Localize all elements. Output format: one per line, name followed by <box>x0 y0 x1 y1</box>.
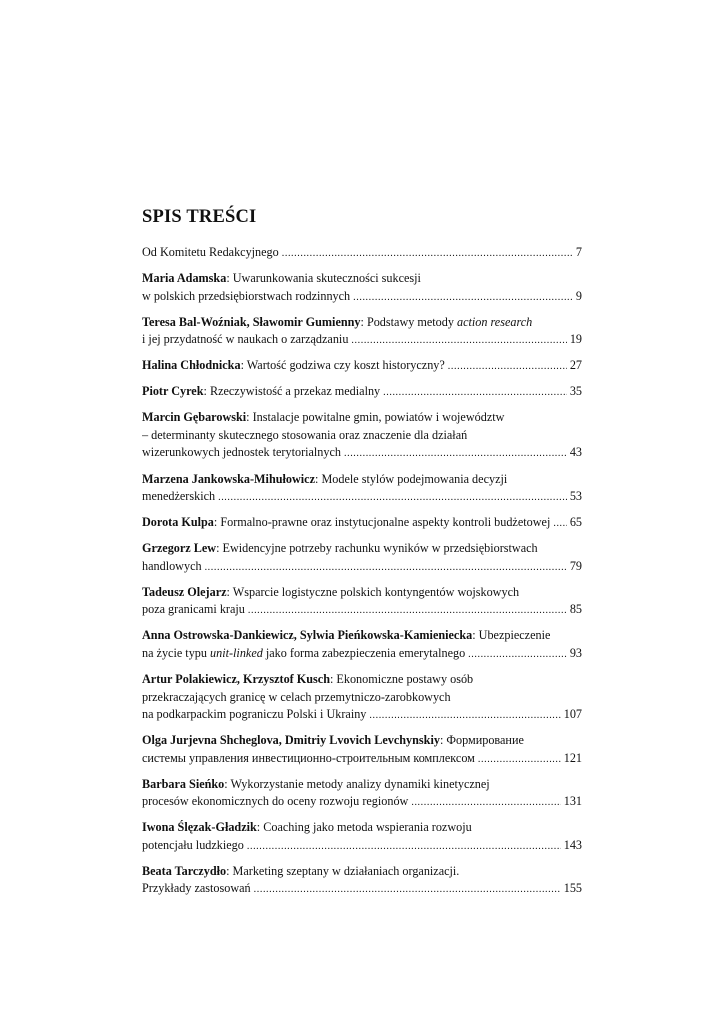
toc-entry <box>142 540 582 576</box>
toc-title-wrap <box>142 357 445 375</box>
toc-page-number: 107 <box>563 707 582 722</box>
toc-title-text: Marketing szeptany w działaniach organizacji. <box>232 863 460 878</box>
toc-entry-line <box>142 819 582 837</box>
toc-page-number: 19 <box>569 332 582 347</box>
toc-page-number: 85 <box>569 602 582 617</box>
toc-page-number: 9 <box>575 288 582 303</box>
toc-author: Tadeusz Olejarz <box>142 584 227 599</box>
toc-entry <box>142 409 582 463</box>
toc-page-number: 7 <box>575 245 582 259</box>
toc-dot-leader <box>353 289 573 307</box>
toc-title-text: poza granicami kraju <box>142 602 245 617</box>
toc-title-wrap <box>142 558 202 576</box>
toc-separator: : <box>439 733 447 748</box>
toc-entry <box>142 383 582 402</box>
toc-page-number: 27 <box>569 358 582 373</box>
toc-entry-last-line <box>142 488 582 507</box>
toc-entry-last-line <box>142 514 582 533</box>
toc-dot-leader <box>553 515 566 533</box>
toc-title-wrap <box>142 383 380 401</box>
toc-title-wrap <box>142 601 245 619</box>
toc-title-text: handlowych <box>142 558 202 573</box>
toc-title-text: wizerunkowych jednostek terytorialnych <box>142 445 341 460</box>
toc-dot-leader <box>248 602 567 620</box>
toc-separator: : <box>213 515 221 530</box>
toc-page-number: 65 <box>569 515 582 530</box>
toc-title-wrap <box>142 880 251 898</box>
toc-page-number: 43 <box>569 445 582 460</box>
toc-title-text: Wartość godziwa czy koszt historyczny? <box>246 358 445 373</box>
toc-title-text: Ekonomiczne postawy osób <box>336 672 474 687</box>
toc-separator: : <box>226 584 233 599</box>
toc-author: Olga Jurjevna Shcheglova, Dmitriy Lvovich Levchynskiy <box>142 733 440 748</box>
toc-dot-leader <box>383 384 567 402</box>
toc-title-text: Przykłady zastosowań <box>142 881 251 896</box>
toc-entry-last-line <box>142 558 582 577</box>
toc-author: Halina Chłodnicka <box>142 358 241 373</box>
toc-entry-line <box>142 776 582 794</box>
toc-separator: : <box>256 820 264 835</box>
toc-entry-last-line <box>142 601 582 620</box>
toc-title-text: jako forma zabezpieczenia emerytalnego <box>262 645 466 660</box>
toc-entry-line <box>142 584 582 602</box>
toc-page-number: 53 <box>569 489 582 504</box>
toc-title-text: i jej przydatność w naukach o zarządzaniu <box>142 332 349 347</box>
toc-title-wrap <box>142 488 215 506</box>
toc-title-text: Ubezpieczenie <box>478 628 551 643</box>
toc-separator: : <box>246 410 253 425</box>
toc-title-text: Ewidencyjne potrzeby rachunku wyników w przedsiębiorstwach <box>222 541 538 556</box>
toc-title-text: Modele stylów podejmowania decyzji <box>321 471 508 486</box>
toc-author: Anna Ostrowska-Dankiewicz, Sylwia Pieńkowska-Kamieniecka <box>142 628 473 643</box>
toc-dot-leader <box>218 489 567 507</box>
toc-entry-last-line <box>142 357 582 376</box>
toc-title-text: Wykorzystanie metody analizy dynamiki kinetycznej <box>230 776 490 791</box>
toc-title-text: Od Komitetu Redakcyjnego <box>142 245 279 259</box>
toc-entry <box>142 270 582 306</box>
toc-page-number: 131 <box>563 794 582 809</box>
toc-dot-leader <box>344 445 567 463</box>
toc-dot-leader <box>247 838 561 856</box>
toc-title-italic: unit-linked <box>210 645 263 660</box>
toc-title-wrap <box>142 514 550 532</box>
toc-entry-line <box>142 471 582 489</box>
toc-title-text: na życie typu <box>142 645 211 660</box>
toc-entry-last-line <box>142 793 582 812</box>
toc-separator: : <box>226 271 233 286</box>
toc-entry <box>142 776 582 812</box>
toc-page-number: 79 <box>569 558 582 573</box>
toc-title-text: procesów ekonomicznych do oceny rozwoju regionów <box>142 794 409 809</box>
toc-title-wrap <box>142 750 475 768</box>
toc-entry <box>142 819 582 855</box>
toc-entry-last-line <box>142 383 582 402</box>
toc-title-wrap <box>142 444 341 462</box>
toc-dot-leader <box>254 881 561 899</box>
toc-author: Dorota Kulpa <box>142 515 214 530</box>
toc-dot-leader <box>282 245 573 263</box>
toc-author: Teresa Bal-Woźniak, Sławomir Gumienny <box>142 314 361 329</box>
toc-entry-last-line <box>142 706 582 725</box>
toc-title-text: – determinanty skutecznego stosowania oraz znaczenie dla działań <box>142 427 468 442</box>
toc-page-number: 35 <box>569 384 582 399</box>
toc-entry <box>142 314 582 350</box>
toc-page-number: 155 <box>563 881 582 896</box>
toc-dot-leader <box>468 646 567 664</box>
toc-title-text: Wsparcie logistyczne polskich kontyngentów wojskowych <box>232 584 520 599</box>
toc-entry <box>142 514 582 533</box>
toc-title-wrap <box>142 244 279 262</box>
toc-entry-line <box>142 627 582 645</box>
toc-entry-line <box>142 314 582 332</box>
toc-author: Marcin Gębarowski <box>142 410 247 425</box>
toc-separator: : <box>203 384 210 399</box>
toc-title-text: na podkarpackim pograniczu Polski i Ukrainy <box>142 707 367 722</box>
toc-entry-last-line <box>142 645 582 664</box>
toc-title-text: Instalacje powitalne gmin, powiatów i województw <box>252 410 505 425</box>
toc-title-wrap <box>142 837 244 855</box>
toc-entry-line <box>142 863 582 881</box>
toc-page-number: 121 <box>563 750 582 765</box>
toc-title-text: Rzeczywistość a przekaz medialny <box>209 384 381 399</box>
toc-author: Piotr Cyrek <box>142 384 204 399</box>
page-title: SPIS TREŚCI <box>142 207 257 227</box>
toc-page-number: 93 <box>569 645 582 660</box>
toc-entry <box>142 671 582 725</box>
toc-title-wrap <box>142 706 366 724</box>
toc-entry-line <box>142 270 582 288</box>
toc-dot-leader <box>351 332 566 350</box>
table-of-contents <box>142 244 582 907</box>
toc-separator: : <box>224 776 231 791</box>
toc-entry <box>142 471 582 507</box>
toc-entry-line <box>142 409 582 427</box>
toc-page-number: 143 <box>563 837 582 852</box>
toc-author: Barbara Sieńko <box>142 776 225 791</box>
toc-dot-leader <box>205 559 567 577</box>
toc-author: Beata Tarczydło <box>142 863 227 878</box>
toc-entry-last-line <box>142 750 582 769</box>
toc-dot-leader <box>369 707 560 725</box>
toc-separator: : <box>360 314 367 329</box>
toc-entry-line <box>142 689 582 707</box>
toc-entry-last-line <box>142 244 582 263</box>
toc-title-text: Coaching jako metoda wspierania rozwoju <box>263 820 472 835</box>
toc-dot-leader <box>478 751 561 769</box>
toc-separator: : <box>315 471 322 486</box>
toc-title-text: системы управления инвестиционно-строительным комплексом <box>142 750 475 765</box>
toc-title-text: Podstawy metody <box>366 314 457 329</box>
toc-title-text: Formalno-prawne oraz instytucjonalne aspekty kontroli budżetowej <box>220 515 551 530</box>
toc-title-text: Формирование <box>446 733 524 748</box>
toc-dot-leader <box>411 794 560 812</box>
toc-entry-line <box>142 427 582 445</box>
toc-title-text: przekraczających granicę w celach przemytniczo-zarobkowych <box>142 689 451 704</box>
toc-entry-last-line <box>142 837 582 856</box>
toc-author: Grzegorz Lew <box>142 541 217 556</box>
toc-entry-line <box>142 540 582 558</box>
toc-title-wrap <box>142 288 350 306</box>
toc-entry-last-line <box>142 331 582 350</box>
toc-title-wrap <box>142 331 348 349</box>
toc-title-text: Uwarunkowania skuteczności sukcesji <box>232 271 421 286</box>
toc-entry-line <box>142 732 582 750</box>
toc-title-italic: action research <box>457 314 533 329</box>
toc-entry-last-line <box>142 880 582 899</box>
toc-separator: : <box>329 672 337 687</box>
toc-title-text: menedżerskich <box>142 489 216 504</box>
toc-author: Marzena Jankowska-Mihułowicz <box>142 471 315 486</box>
toc-separator: : <box>240 358 247 373</box>
toc-entry-line <box>142 671 582 689</box>
toc-entry <box>142 732 582 768</box>
toc-entry <box>142 357 582 376</box>
toc-entry <box>142 584 582 620</box>
toc-title-wrap <box>142 793 408 811</box>
toc-author: Maria Adamska <box>142 271 227 286</box>
toc-separator: : <box>472 628 479 643</box>
toc-title-text: potencjału ludzkiego <box>142 837 244 852</box>
toc-separator: : <box>216 541 223 556</box>
toc-author: Iwona Ślęzak-Gładzik <box>142 820 257 835</box>
toc-title-text: w polskich przedsiębiorstwach rodzinnych <box>142 288 351 303</box>
toc-separator: : <box>226 863 233 878</box>
toc-entry <box>142 627 582 663</box>
toc-entry-last-line <box>142 288 582 307</box>
toc-entry <box>142 863 582 899</box>
toc-author: Artur Polakiewicz, Krzysztof Kusch <box>142 672 330 687</box>
toc-title-wrap <box>142 645 465 663</box>
toc-entry <box>142 244 582 263</box>
toc-dot-leader <box>448 358 567 376</box>
toc-entry-last-line <box>142 444 582 463</box>
